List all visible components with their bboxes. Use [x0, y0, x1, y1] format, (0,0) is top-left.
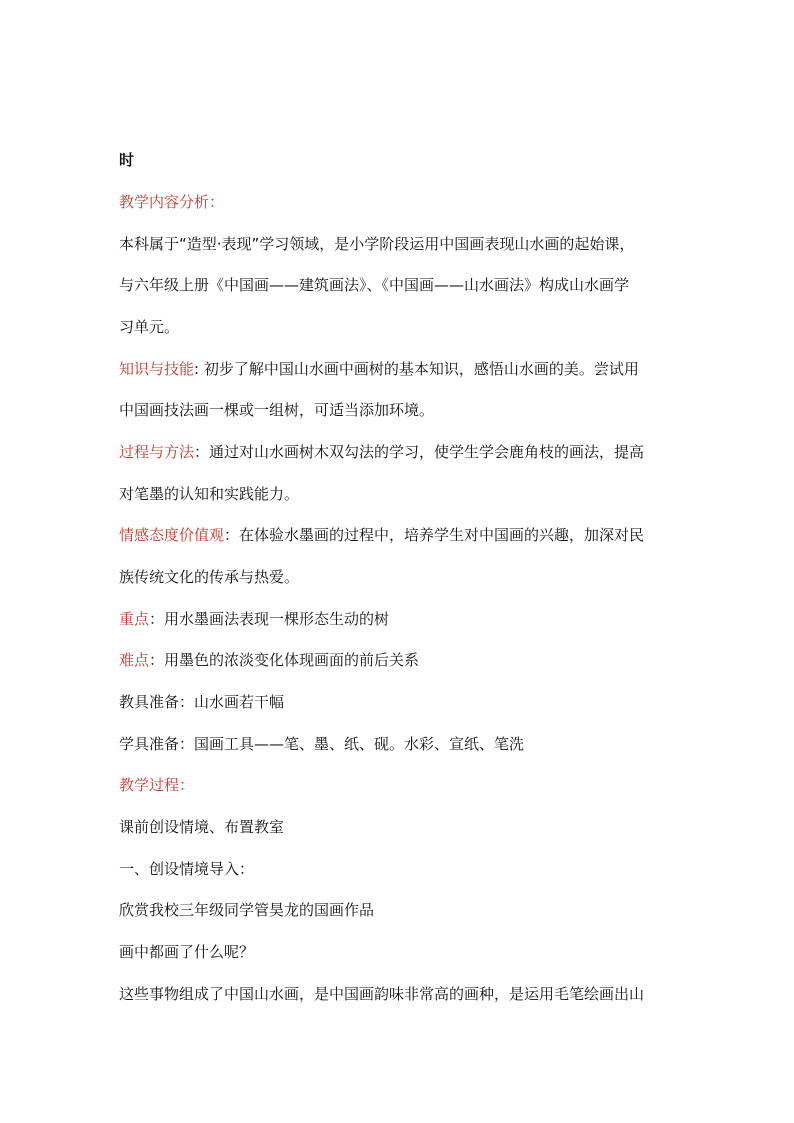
teacher-tools: 教具准备：山水画若干幅 [119, 693, 285, 711]
process-label: 过程与方法 [119, 443, 195, 461]
knowledge-text: : 初步了解中国山水画中画树的基本知识，感悟山水画的美。尝试用 [194, 360, 639, 378]
emotion-line-2: 族传统文化的传承与热爱。 [119, 568, 300, 586]
question-line: 画中都画了什么呢？ [119, 943, 255, 961]
section-one-heading: 一、创设情境导入： [119, 860, 255, 878]
analysis-heading: 教学内容分析： [119, 193, 225, 211]
process-line-1 [119, 442, 679, 462]
difficulty-text: ：用墨色的浓淡变化体现画面的前后关系 [149, 651, 420, 669]
emotion-label: 情感态度价值观 [119, 526, 225, 544]
key-point-text: ：用水墨画法表现一棵形态生动的树 [149, 610, 390, 628]
analysis-line-2: 与六年级上册《中国画——建筑画法》、《中国画——山水画法》构成山水画学 [119, 276, 630, 294]
closing-line: 这些事物组成了中国山水画，是中国画韵味非常高的画种，是运用毛笔绘画出山 [119, 985, 645, 1003]
difficulty-line [119, 650, 679, 670]
lesson-number-continued: 时 [119, 151, 135, 169]
emotion-text: ：在体验水墨画的过程中，培养学生对中国画的兴趣，加深对民 [224, 526, 645, 544]
pre-class: 课前创设情境、布置教室 [119, 818, 285, 836]
appreciate-line: 欣赏我校三年级同学管昊龙的国画作品 [119, 901, 375, 919]
knowledge-line-1 [119, 359, 679, 379]
process-heading: 教学过程： [119, 776, 195, 794]
analysis-line-1: 本科属于“造型·表现”学习领域，是小学阶段运用中国画表现山水画的起始课， [119, 235, 635, 253]
difficulty-label: 难点 [119, 651, 150, 669]
key-point-line [119, 609, 679, 629]
knowledge-label: 知识与技能 [119, 360, 195, 378]
emotion-line-1 [119, 525, 679, 545]
student-tools: 学具准备：国画工具——笔、墨、纸、砚。水彩、宣纸、笔洗 [119, 735, 525, 753]
key-point-label: 重点 [119, 610, 150, 628]
process-text: ：通过对山水画树木双勾法的学习，使学生学会鹿角枝的画法，提高 [194, 443, 645, 461]
process-line-2: 对笔墨的认知和实践能力。 [119, 485, 300, 503]
analysis-line-3: 习单元。 [119, 318, 180, 336]
knowledge-line-2: 中国画技法画一棵或一组树，可适当添加环境。 [119, 401, 435, 419]
